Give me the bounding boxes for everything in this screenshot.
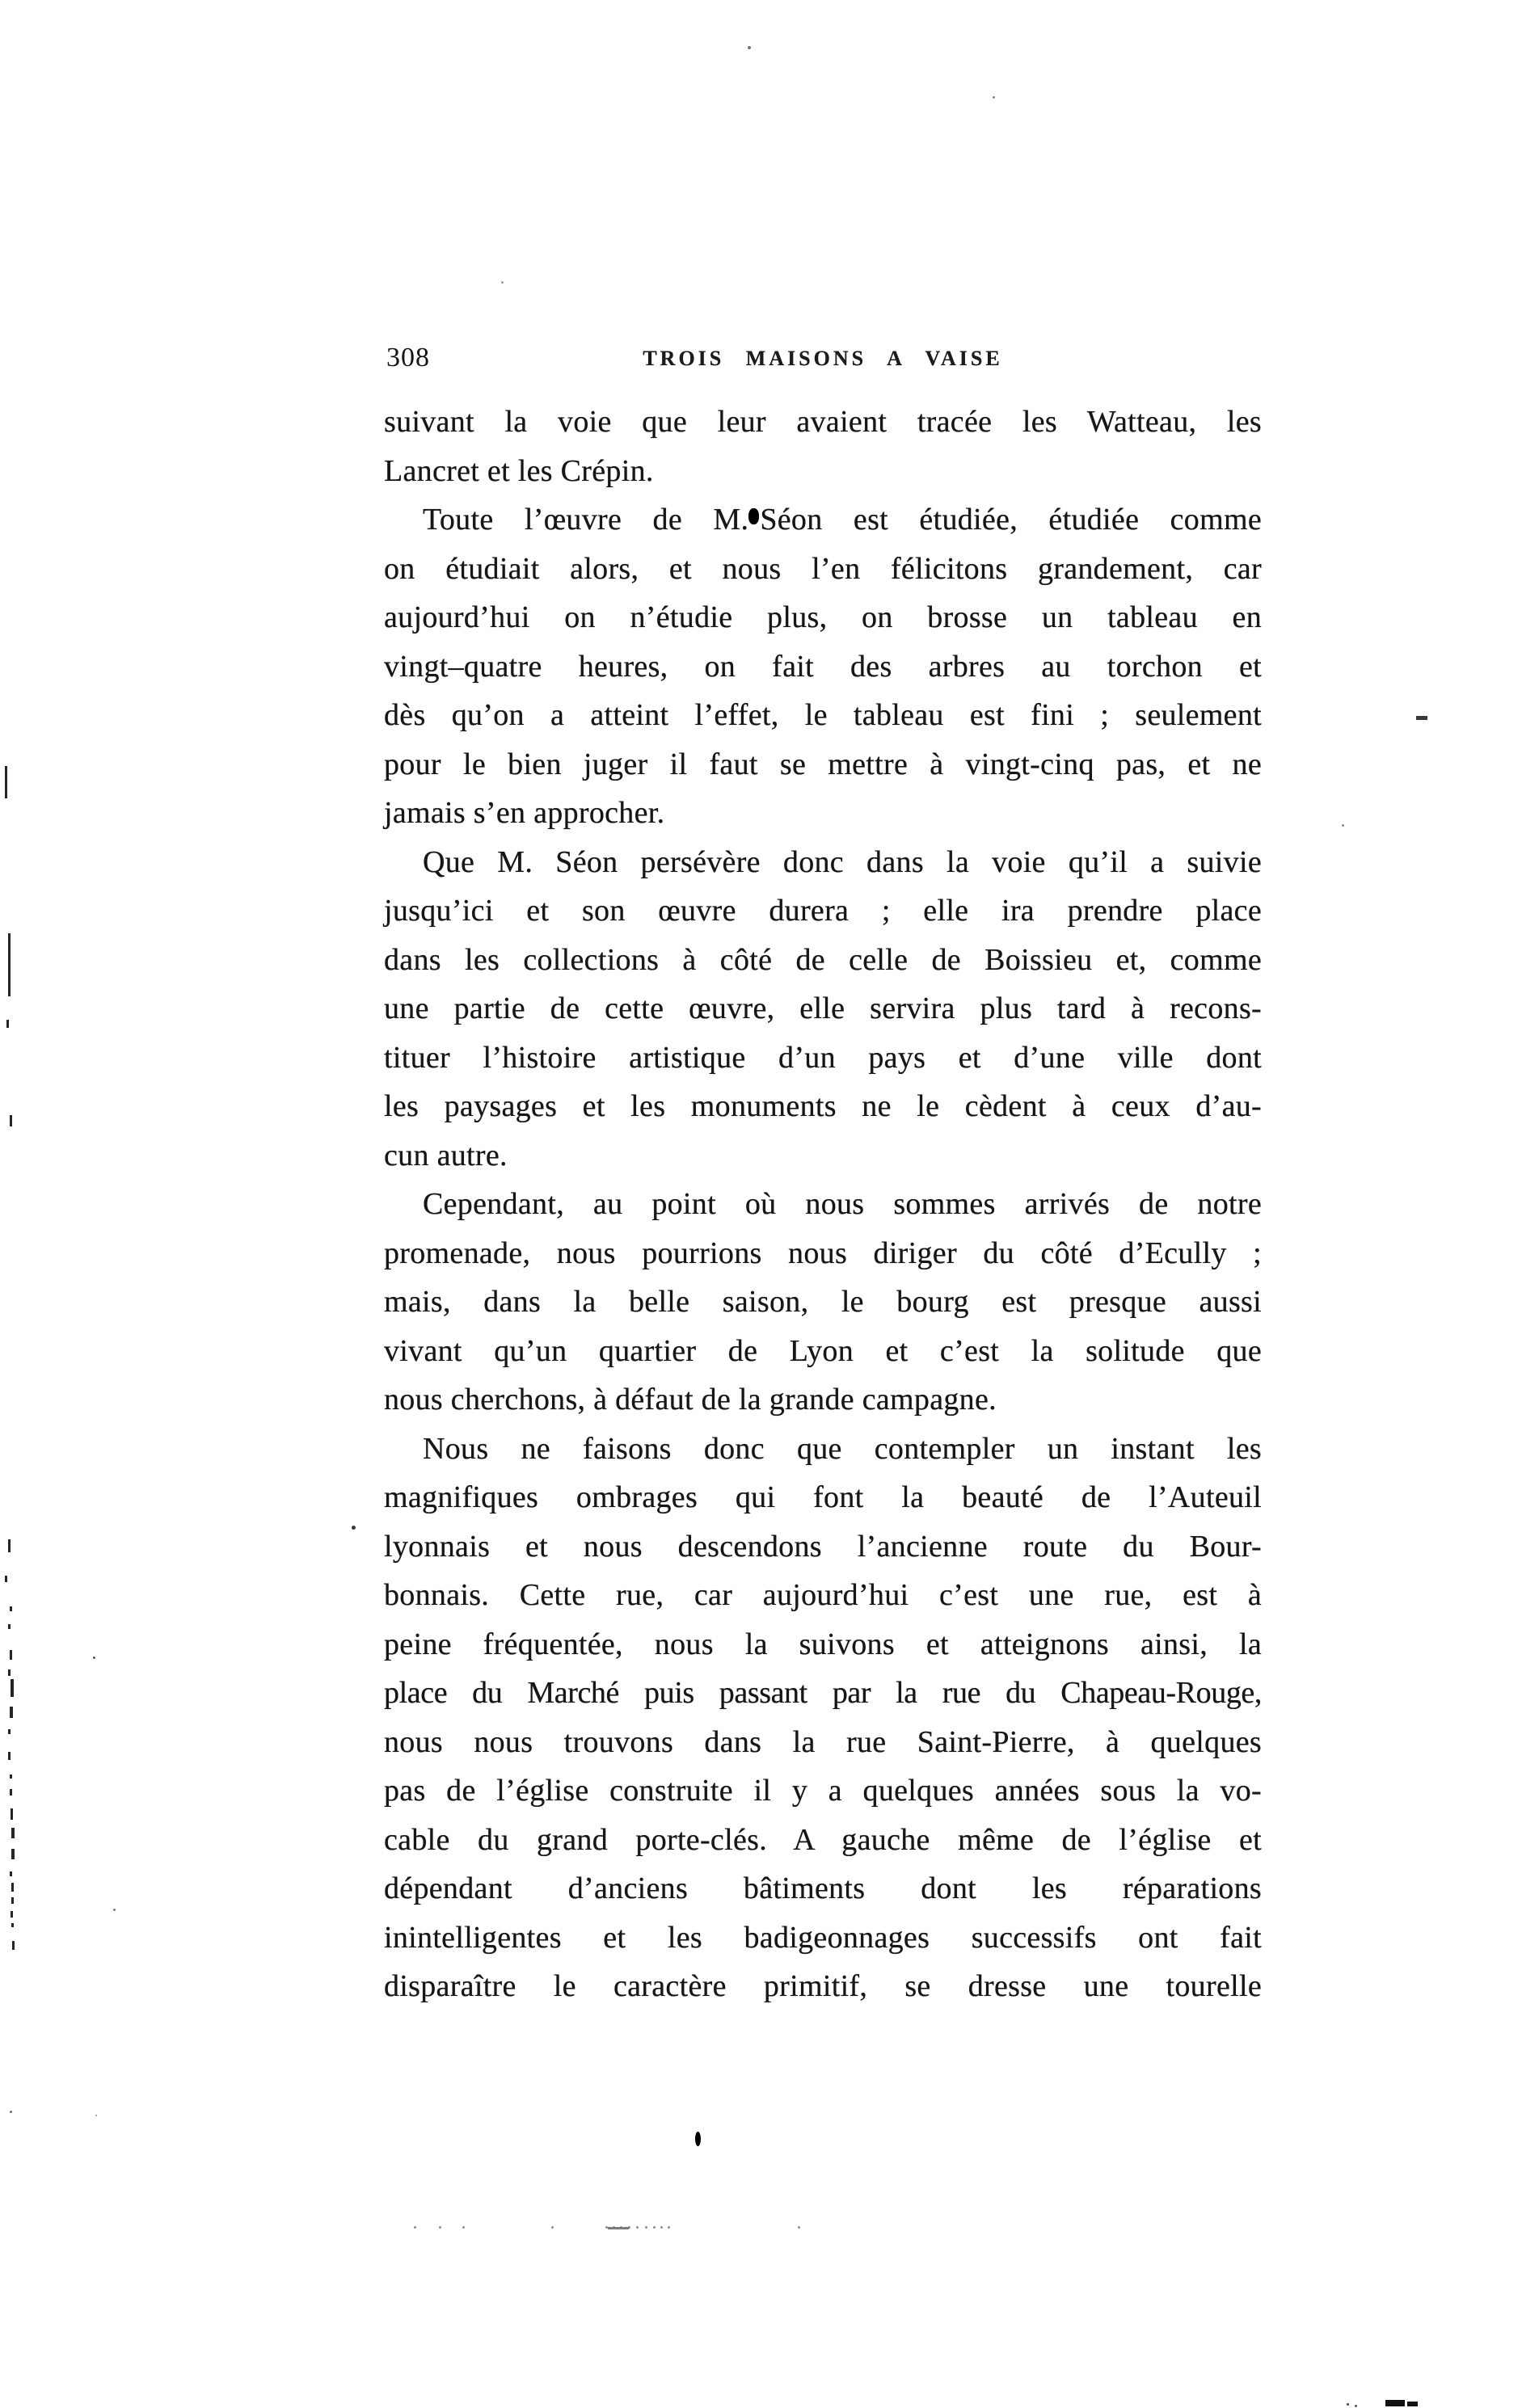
text-line: dans les collections à côté de celle de Boissieu et, comme xyxy=(384,942,1262,977)
faint-dot xyxy=(645,2226,647,2229)
faint-dot xyxy=(798,2226,800,2229)
text-line: mais, dans la belle saison, le bourg est presque aussi xyxy=(384,1285,1262,1319)
text-line: Lancret et les Crépin. xyxy=(384,453,654,488)
paper-speck xyxy=(993,96,995,99)
paper-speck xyxy=(748,46,751,49)
faint-dot xyxy=(551,2226,554,2229)
text-line: disparaître le caractère primitif, se dresse une tourelle xyxy=(384,1969,1262,2003)
text-line: bonnais. Cette rue, car aujourd’hui c’est une rue, est à xyxy=(384,1578,1262,1612)
left-margin-scan-mark xyxy=(10,1115,12,1126)
page-number: 308 xyxy=(386,343,430,373)
left-margin-scan-mark xyxy=(8,1624,11,1629)
left-margin-scan-mark xyxy=(5,766,7,798)
text-line: une partie de cette œuvre, elle servira plus tard à recons- xyxy=(384,991,1262,1025)
faint-dot xyxy=(653,2226,656,2229)
left-margin-scan-mark xyxy=(8,1539,11,1552)
paper-speck xyxy=(1342,824,1344,827)
faint-dot xyxy=(660,2226,663,2229)
text-line: tituer l’histoire artistique d’un pays et d’une ville dont xyxy=(384,1040,1262,1075)
paper-speck xyxy=(1355,2405,1357,2407)
left-margin-scan-mark xyxy=(10,1606,12,1611)
left-margin-scan-mark xyxy=(11,1679,14,1697)
text-line: inintelligentes et les badigeonnages successifs ont fait xyxy=(384,1920,1262,1955)
left-margin-scan-mark xyxy=(11,1828,15,1838)
paper-speck xyxy=(352,1526,356,1530)
text-line: vingt–quatre heures, on fait des arbres au torchon et xyxy=(384,649,1262,684)
paper-speck xyxy=(93,1657,95,1659)
text-line: les paysages et les monuments ne le cèdent à ceux d’au- xyxy=(384,1089,1262,1123)
faint-dot xyxy=(636,2226,639,2229)
text-line: lyonnais et nous descendons l’ancienne route du Bour- xyxy=(384,1529,1262,1564)
faint-dot xyxy=(462,2226,465,2229)
left-margin-scan-mark xyxy=(5,1576,7,1582)
text-line: on étudiait alors, et nous l’en félicitons grandement, car xyxy=(384,551,1262,586)
ink-blot-icon xyxy=(748,508,759,524)
text-line: pas de l’église construite il y a quelques années sous la vo- xyxy=(384,1774,1262,1808)
left-margin-scan-mark xyxy=(11,1808,13,1820)
bottom-edge-mark xyxy=(1407,2402,1418,2406)
left-margin-scan-mark xyxy=(12,1941,15,1950)
paper-speck xyxy=(113,1909,116,1911)
text-line: jusqu’ici et son œuvre durera ; elle ira prendre place xyxy=(384,894,1262,928)
left-margin-scan-mark xyxy=(10,1650,12,1660)
text-line: jamais s’en approcher. xyxy=(384,796,665,830)
text-line: suivant la voie que leur avaient tracée les Watteau, les xyxy=(384,405,1262,439)
text-block xyxy=(384,398,1262,2011)
text-line: place du Marché puis passant par la rue du Chapeau-Rouge, xyxy=(384,1676,1262,1710)
right-margin-scan-mark xyxy=(1416,716,1427,720)
text-line: nous cherchons, à défaut de la grande campagne. xyxy=(384,1383,997,1417)
left-margin-scan-mark xyxy=(11,1911,13,1918)
paper-speck xyxy=(95,2115,97,2116)
paper-speck xyxy=(10,2111,12,2113)
left-margin-scan-mark xyxy=(11,1897,14,1904)
text-line: Nous ne faisons donc que contempler un instant les xyxy=(423,1431,1262,1466)
left-margin-scan-mark xyxy=(8,933,11,996)
text-line: promenade, nous pourrions nous diriger du côté d’Ecully ; xyxy=(384,1236,1262,1270)
text-line: nous nous trouvons dans la rue Saint-Pierre, à quelques xyxy=(384,1724,1262,1759)
faint-dot xyxy=(414,2226,416,2229)
left-margin-scan-mark xyxy=(8,1729,11,1734)
text-line: vivant qu’un quartier de Lyon et c’est la solitude que xyxy=(384,1333,1262,1368)
text-line: peine fréquentée, nous la suivons et atteignons ainsi, la xyxy=(384,1627,1262,1661)
left-margin-scan-mark xyxy=(8,1669,11,1676)
left-margin-scan-mark xyxy=(6,1020,9,1028)
text-line: Toute l’œuvre de M. Séon est étudiée, étudiée comme xyxy=(423,503,1262,537)
text-line: cable du grand porte-clés. A gauche même de l’église et xyxy=(384,1822,1262,1857)
paper-speck xyxy=(501,281,504,284)
bottom-ink-blot xyxy=(695,2132,701,2146)
left-margin-scan-mark xyxy=(10,1789,12,1795)
text-line: pour le bien juger il faut se mettre à vingt-cinq pas, et ne xyxy=(384,747,1262,781)
left-margin-scan-mark xyxy=(11,1923,14,1927)
left-margin-scan-mark xyxy=(10,1774,12,1779)
paper-speck xyxy=(1347,2403,1349,2406)
text-line: cun autre. xyxy=(384,1138,508,1172)
faint-dot xyxy=(439,2226,441,2229)
faint-dash xyxy=(608,2227,629,2229)
left-margin-scan-mark xyxy=(11,1849,15,1859)
text-line: aujourd’hui on n’étudie plus, on brosse un tableau en xyxy=(384,600,1262,634)
faint-dot xyxy=(668,2226,670,2229)
text-line: Cependant, au point où nous sommes arrivés de notre xyxy=(423,1187,1262,1221)
text-line: Que M. Séon persévère donc dans la voie qu’il a suivie xyxy=(423,844,1262,879)
left-margin-scan-mark xyxy=(11,1883,14,1892)
bottom-edge-mark xyxy=(1385,2400,1405,2406)
text-line: magnifiques ombrages qui font la beauté de l’Auteuil xyxy=(384,1480,1262,1514)
left-margin-scan-mark xyxy=(8,1752,11,1760)
text-line: dépendant d’anciens bâtiments dont les réparations xyxy=(384,1871,1262,1905)
running-title: TROIS MAISONS A VAISE xyxy=(643,347,1003,370)
page-header xyxy=(384,343,1262,383)
left-margin-scan-mark xyxy=(10,1871,12,1876)
left-margin-scan-mark xyxy=(10,1707,13,1718)
text-line: dès qu’on a atteint l’effet, le tableau est fini ; seulement xyxy=(384,698,1262,732)
